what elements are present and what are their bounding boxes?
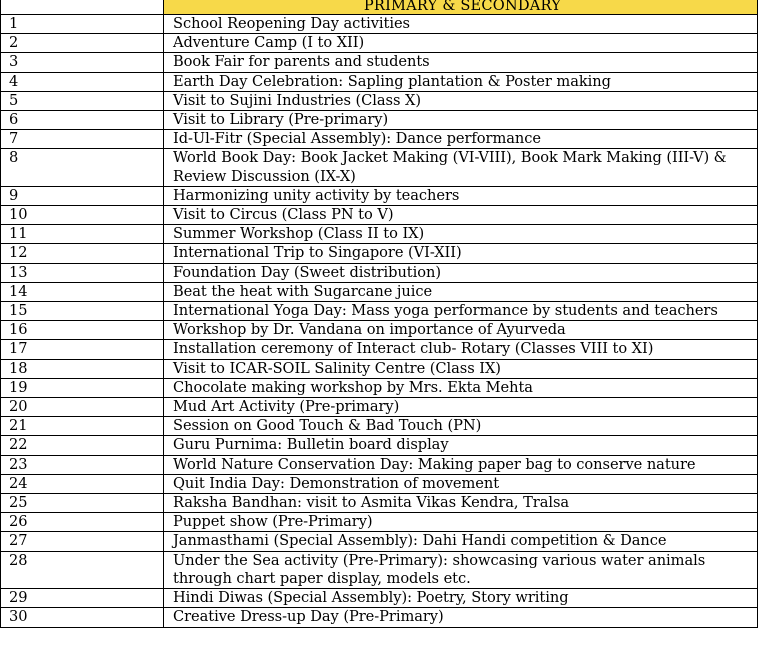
- table-row: [1, 111, 758, 130]
- row-number: 6: [1, 111, 164, 130]
- activity-description: Raksha Bandhan: visit to Asmita Vikas Kendra, Tralsa: [164, 494, 758, 513]
- activity-description: Visit to Circus (Class PN to V): [164, 206, 758, 225]
- activity-description: School Reopening Day activities: [164, 15, 758, 34]
- table-row: [1, 532, 758, 551]
- table-row: [1, 53, 758, 72]
- table-row: [1, 513, 758, 532]
- activity-description: Janmasthami (Special Assembly): Dahi Handi competition & Dance: [164, 532, 758, 551]
- activity-description: Summer Workshop (Class II to IX): [164, 225, 758, 244]
- activity-description: Visit to Sujini Industries (Class X): [164, 91, 758, 110]
- row-number: 17: [1, 340, 164, 359]
- row-number: 29: [1, 589, 164, 608]
- activity-description: Adventure Camp (I to XII): [164, 34, 758, 53]
- header-blank-cell: [1, 0, 164, 15]
- table-row: [1, 378, 758, 397]
- table-row: [1, 302, 758, 321]
- row-number: 24: [1, 474, 164, 493]
- activity-description: Creative Dress-up Day (Pre-Primary): [164, 608, 758, 627]
- activity-description: World Nature Conservation Day: Making paper bag to conserve nature: [164, 455, 758, 474]
- activity-description: Under the Sea activity (Pre-Primary): showcasing various water animals through chart paper display, models etc.: [164, 551, 758, 588]
- activity-description: Harmonizing unity activity by teachers: [164, 186, 758, 205]
- table-row: [1, 494, 758, 513]
- row-number: 1: [1, 15, 164, 34]
- activity-description: Book Fair for parents and students: [164, 53, 758, 72]
- row-number: 7: [1, 130, 164, 149]
- row-number: 23: [1, 455, 164, 474]
- row-number: 19: [1, 378, 164, 397]
- table-row: [1, 206, 758, 225]
- activity-description: Earth Day Celebration: Sapling plantation & Poster making: [164, 72, 758, 91]
- row-number: 27: [1, 532, 164, 551]
- activity-description: Workshop by Dr. Vandana on importance of Ayurveda: [164, 321, 758, 340]
- table-row: [1, 72, 758, 91]
- section-header: PRIMARY & SECONDARY: [164, 0, 758, 15]
- table-row: [1, 398, 758, 417]
- activity-description: Installation ceremony of Interact club- Rotary (Classes VIII to XI): [164, 340, 758, 359]
- activity-description: International Yoga Day: Mass yoga performance by students and teachers: [164, 302, 758, 321]
- activity-description: Beat the heat with Sugarcane juice: [164, 282, 758, 301]
- activity-description: Visit to Library (Pre-primary): [164, 111, 758, 130]
- row-number: 14: [1, 282, 164, 301]
- activity-description: Foundation Day (Sweet distribution): [164, 263, 758, 282]
- table-row: [1, 436, 758, 455]
- table-row: [1, 263, 758, 282]
- row-number: 8: [1, 149, 164, 186]
- table-row: [1, 589, 758, 608]
- table-row: [1, 91, 758, 110]
- table-row: [1, 244, 758, 263]
- row-number: 21: [1, 417, 164, 436]
- row-number: 22: [1, 436, 164, 455]
- table-row: [1, 225, 758, 244]
- row-number: 16: [1, 321, 164, 340]
- table-row: [1, 34, 758, 53]
- row-number: 18: [1, 359, 164, 378]
- table-row: [1, 455, 758, 474]
- activity-description: Hindi Diwas (Special Assembly): Poetry, Story writing: [164, 589, 758, 608]
- table-row: [1, 474, 758, 493]
- table-row: [1, 340, 758, 359]
- table-row: [1, 321, 758, 340]
- row-number: 30: [1, 608, 164, 627]
- row-number: 12: [1, 244, 164, 263]
- activity-description: Guru Purnima: Bulletin board display: [164, 436, 758, 455]
- row-number: 26: [1, 513, 164, 532]
- row-number: 5: [1, 91, 164, 110]
- row-number: 9: [1, 186, 164, 205]
- table-row: [1, 417, 758, 436]
- row-number: 4: [1, 72, 164, 91]
- table-row: [1, 608, 758, 627]
- row-number: 3: [1, 53, 164, 72]
- activity-description: Mud Art Activity (Pre-primary): [164, 398, 758, 417]
- table-row: [1, 359, 758, 378]
- table-row: [1, 130, 758, 149]
- table-row: [1, 186, 758, 205]
- activity-description: International Trip to Singapore (VI-XII): [164, 244, 758, 263]
- row-number: 13: [1, 263, 164, 282]
- row-number: 25: [1, 494, 164, 513]
- activity-description: Visit to ICAR-SOIL Salinity Centre (Class IX): [164, 359, 758, 378]
- activity-description: Quit India Day: Demonstration of movement: [164, 474, 758, 493]
- activities-table-body: [1, 0, 758, 627]
- row-number: 10: [1, 206, 164, 225]
- activity-description: Session on Good Touch & Bad Touch (PN): [164, 417, 758, 436]
- table-row: [1, 149, 758, 186]
- activity-description: Chocolate making workshop by Mrs. Ekta Mehta: [164, 378, 758, 397]
- activity-description: World Book Day: Book Jacket Making (VI-VIII), Book Mark Making (III-V) & Review Discussion (IX-X): [164, 149, 758, 186]
- table-row: [1, 282, 758, 301]
- row-number: 11: [1, 225, 164, 244]
- table-header-row: [1, 0, 758, 15]
- table-row: [1, 15, 758, 34]
- row-number: 28: [1, 551, 164, 588]
- row-number: 20: [1, 398, 164, 417]
- row-number: 15: [1, 302, 164, 321]
- row-number: 2: [1, 34, 164, 53]
- activity-description: Puppet show (Pre-Primary): [164, 513, 758, 532]
- activity-description: Id-Ul-Fitr (Special Assembly): Dance performance: [164, 130, 758, 149]
- table-row: [1, 551, 758, 588]
